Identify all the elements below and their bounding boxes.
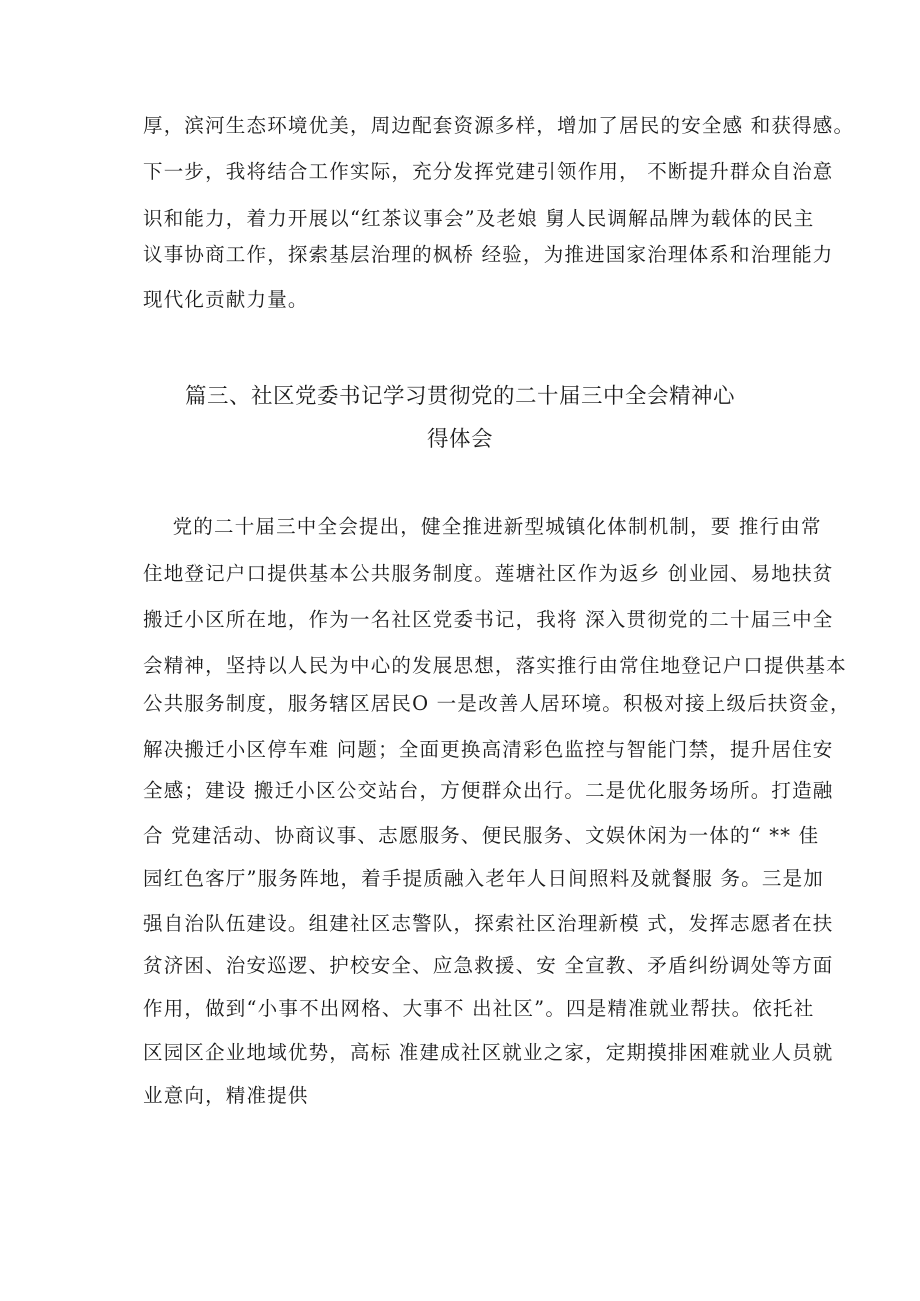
- body-line-4: 会精神，坚持以人民为中心的发展思想，落实推行由常住地登记户口提供基本: [143, 654, 847, 677]
- body-line-8: 合 党建活动、协商议事、志愿服务、便民服务、文娱休闲为一体的“ ** 佳: [143, 824, 820, 847]
- continuation-line-3: 识和能力，着力开展以“红茶议事会”及老娘 舅人民调解品牌为载体的民主: [143, 207, 815, 230]
- body-line-12: 作用，做到“小事不出网格、大事不 出社区”。四是精准就业帮扶。依托社: [143, 997, 815, 1020]
- section-title-line-2: 得体会: [427, 427, 494, 452]
- body-line-6: 解决搬迁小区停车难 问题；全面更换高清彩色监控与智能门禁，提升居住安: [143, 738, 834, 761]
- body-line-3: 搬迁小区所在地，作为一名社区党委书记，我将 深入贯彻党的二十届三中全: [143, 608, 834, 631]
- body-line-9: 园红色客厅”服务阵地，着手提质融入老年人日间照料及就餐服 务。三是加: [143, 867, 824, 890]
- body-line-1: 党的二十届三中全会提出，健全推进新型城镇化体制机制，要 推行由常: [143, 515, 822, 538]
- body-line-7: 全感；建设 搬迁小区公交站台，方便群众出行。二是优化服务场所。打造融: [143, 779, 834, 802]
- body-line-14: 业意向，精准提供: [143, 1084, 309, 1107]
- body-line-13: 区园区企业地域优势，高标 准建成社区就业之家，定期摸排困难就业人员就: [143, 1041, 834, 1064]
- body-line-5: 公共服务制度，服务辖区居民O 一是改善人居环境。积极对接上级后扶资金，: [143, 692, 851, 715]
- section-title-line-1: 篇三、社区党委书记学习贯彻党的二十届三中全会精神心: [185, 384, 736, 409]
- body-line-10: 强自治队伍建设。组建社区志警队，探索社区治理新模 式，发挥志愿者在扶: [143, 912, 834, 935]
- body-line-11: 贫济困、治安巡逻、护校安全、应急救援、安 全宣教、矛盾纠纷调处等方面: [143, 954, 834, 977]
- continuation-line-2: 下一步，我将结合工作实际，充分发挥党建引领作用， 不断提升群众自治意: [143, 160, 834, 183]
- continuation-line-4: 议事协商工作，探索基层治理的枫桥 经验，为推进国家治理体系和治理能力: [143, 243, 834, 266]
- continuation-line-5: 现代化贡献力量。: [143, 288, 309, 311]
- continuation-line-1: 厚，滨河生态环境优美，周边配套资源多样，增加了居民的安全感 和获得感。: [143, 114, 855, 137]
- body-line-2: 住地登记户口提供基本公共服务制度。莲塘社区作为返乡 创业园、易地扶贫: [143, 562, 834, 585]
